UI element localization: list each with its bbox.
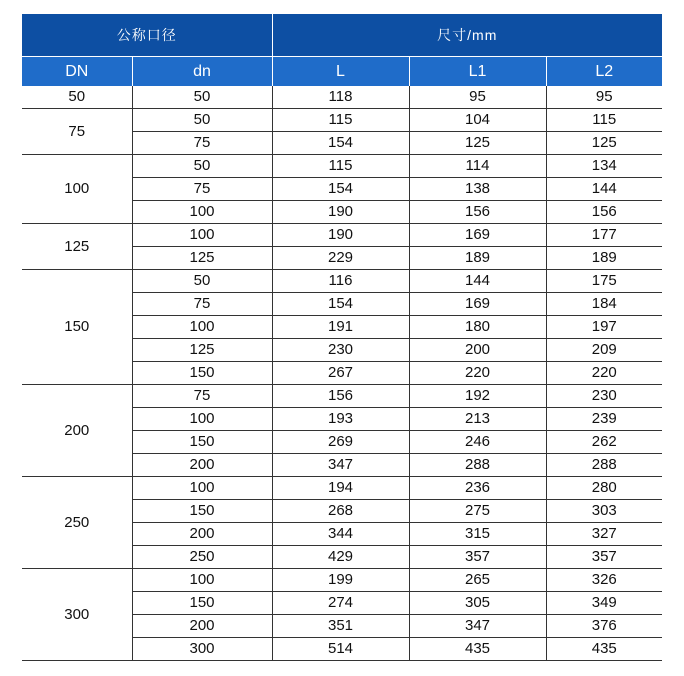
L1-cell: 357 xyxy=(409,546,546,569)
L1-cell: 144 xyxy=(409,270,546,293)
dn-cell: 100 xyxy=(132,477,272,500)
L1-cell: 315 xyxy=(409,523,546,546)
table-row xyxy=(22,109,662,132)
dn-cell: 125 xyxy=(22,224,132,270)
column-header-row xyxy=(22,57,662,87)
L1-cell: 189 xyxy=(409,247,546,270)
L2-cell: 435 xyxy=(546,638,662,661)
L1-cell: 435 xyxy=(409,638,546,661)
table-row xyxy=(22,224,662,247)
table-row xyxy=(22,477,662,500)
L2-cell: 125 xyxy=(546,132,662,155)
L1-cell: 265 xyxy=(409,569,546,592)
L2-cell: 303 xyxy=(546,500,662,523)
dn-cell: 200 xyxy=(132,454,272,477)
L1-cell: 213 xyxy=(409,408,546,431)
L-cell: 229 xyxy=(272,247,409,270)
L1-cell: 305 xyxy=(409,592,546,615)
L-cell: 190 xyxy=(272,224,409,247)
L-cell: 190 xyxy=(272,201,409,224)
L2-cell: 156 xyxy=(546,201,662,224)
L-cell: 154 xyxy=(272,178,409,201)
dn-cell: 125 xyxy=(132,339,272,362)
dn-cell: 150 xyxy=(132,500,272,523)
L1-cell: 104 xyxy=(409,109,546,132)
table-row xyxy=(22,270,662,293)
L1-cell: 180 xyxy=(409,316,546,339)
nominal-diameter-header: 公称口径 xyxy=(22,14,272,57)
L2-cell: 327 xyxy=(546,523,662,546)
L1-cell: 246 xyxy=(409,431,546,454)
dn-cell: 100 xyxy=(22,155,132,224)
dn-cell: 75 xyxy=(132,178,272,201)
L-cell: 191 xyxy=(272,316,409,339)
column-header-dn: dn xyxy=(132,57,272,87)
L2-cell: 197 xyxy=(546,316,662,339)
L1-cell: 169 xyxy=(409,293,546,316)
table-body xyxy=(22,86,662,661)
L-cell: 154 xyxy=(272,293,409,316)
L1-cell: 125 xyxy=(409,132,546,155)
L2-cell: 376 xyxy=(546,615,662,638)
dn-cell: 75 xyxy=(132,385,272,408)
dn-cell: 250 xyxy=(22,477,132,569)
L-cell: 269 xyxy=(272,431,409,454)
dn-cell: 300 xyxy=(22,569,132,661)
dn-cell: 100 xyxy=(132,224,272,247)
L2-cell: 95 xyxy=(546,86,662,109)
L-cell: 199 xyxy=(272,569,409,592)
dn-cell: 150 xyxy=(22,270,132,385)
L-cell: 230 xyxy=(272,339,409,362)
L1-cell: 236 xyxy=(409,477,546,500)
L1-cell: 288 xyxy=(409,454,546,477)
dn-cell: 200 xyxy=(132,523,272,546)
L-cell: 347 xyxy=(272,454,409,477)
dn-cell: 150 xyxy=(132,592,272,615)
L2-cell: 220 xyxy=(546,362,662,385)
L2-cell: 326 xyxy=(546,569,662,592)
L2-cell: 239 xyxy=(546,408,662,431)
L2-cell: 177 xyxy=(546,224,662,247)
L1-cell: 347 xyxy=(409,615,546,638)
dn-cell: 100 xyxy=(132,569,272,592)
L-cell: 115 xyxy=(272,109,409,132)
dn-cell: 50 xyxy=(132,155,272,178)
L-cell: 344 xyxy=(272,523,409,546)
column-header-DN: DN xyxy=(22,57,132,87)
L2-cell: 288 xyxy=(546,454,662,477)
L-cell: 267 xyxy=(272,362,409,385)
column-header-L1: L1 xyxy=(409,57,546,87)
L1-cell: 192 xyxy=(409,385,546,408)
table-row xyxy=(22,385,662,408)
dn-cell: 200 xyxy=(132,615,272,638)
dn-cell: 150 xyxy=(132,431,272,454)
table-row xyxy=(22,155,662,178)
dimensions-header: 尺寸/mm xyxy=(272,14,662,57)
dn-cell: 125 xyxy=(132,247,272,270)
L2-cell: 209 xyxy=(546,339,662,362)
L2-cell: 230 xyxy=(546,385,662,408)
L1-cell: 275 xyxy=(409,500,546,523)
dn-cell: 75 xyxy=(22,109,132,155)
L2-cell: 144 xyxy=(546,178,662,201)
L-cell: 514 xyxy=(272,638,409,661)
L2-cell: 189 xyxy=(546,247,662,270)
column-header-L2: L2 xyxy=(546,57,662,87)
L1-cell: 156 xyxy=(409,201,546,224)
L1-cell: 200 xyxy=(409,339,546,362)
dn-cell: 150 xyxy=(132,362,272,385)
column-header-L: L xyxy=(272,57,409,87)
L1-cell: 114 xyxy=(409,155,546,178)
dn-cell: 300 xyxy=(132,638,272,661)
L2-cell: 184 xyxy=(546,293,662,316)
L-cell: 429 xyxy=(272,546,409,569)
L2-cell: 115 xyxy=(546,109,662,132)
L-cell: 154 xyxy=(272,132,409,155)
dn-cell: 75 xyxy=(132,293,272,316)
dn-cell: 100 xyxy=(132,316,272,339)
L2-cell: 134 xyxy=(546,155,662,178)
dn-cell: 50 xyxy=(22,86,132,109)
dimension-table xyxy=(22,14,662,661)
L-cell: 115 xyxy=(272,155,409,178)
table-row xyxy=(22,86,662,109)
L1-cell: 138 xyxy=(409,178,546,201)
dn-cell: 50 xyxy=(132,270,272,293)
group-header-row xyxy=(22,14,662,57)
L2-cell: 349 xyxy=(546,592,662,615)
L-cell: 116 xyxy=(272,270,409,293)
dn-cell: 50 xyxy=(132,109,272,132)
L-cell: 193 xyxy=(272,408,409,431)
dn-cell: 50 xyxy=(132,86,272,109)
L-cell: 118 xyxy=(272,86,409,109)
L2-cell: 357 xyxy=(546,546,662,569)
L-cell: 351 xyxy=(272,615,409,638)
table-row xyxy=(22,569,662,592)
L1-cell: 95 xyxy=(409,86,546,109)
dn-cell: 250 xyxy=(132,546,272,569)
L1-cell: 220 xyxy=(409,362,546,385)
L2-cell: 262 xyxy=(546,431,662,454)
L-cell: 194 xyxy=(272,477,409,500)
L2-cell: 175 xyxy=(546,270,662,293)
L-cell: 274 xyxy=(272,592,409,615)
L2-cell: 280 xyxy=(546,477,662,500)
dn-cell: 100 xyxy=(132,201,272,224)
L-cell: 156 xyxy=(272,385,409,408)
dn-cell: 75 xyxy=(132,132,272,155)
L-cell: 268 xyxy=(272,500,409,523)
dn-cell: 100 xyxy=(132,408,272,431)
dn-cell: 200 xyxy=(22,385,132,477)
L1-cell: 169 xyxy=(409,224,546,247)
